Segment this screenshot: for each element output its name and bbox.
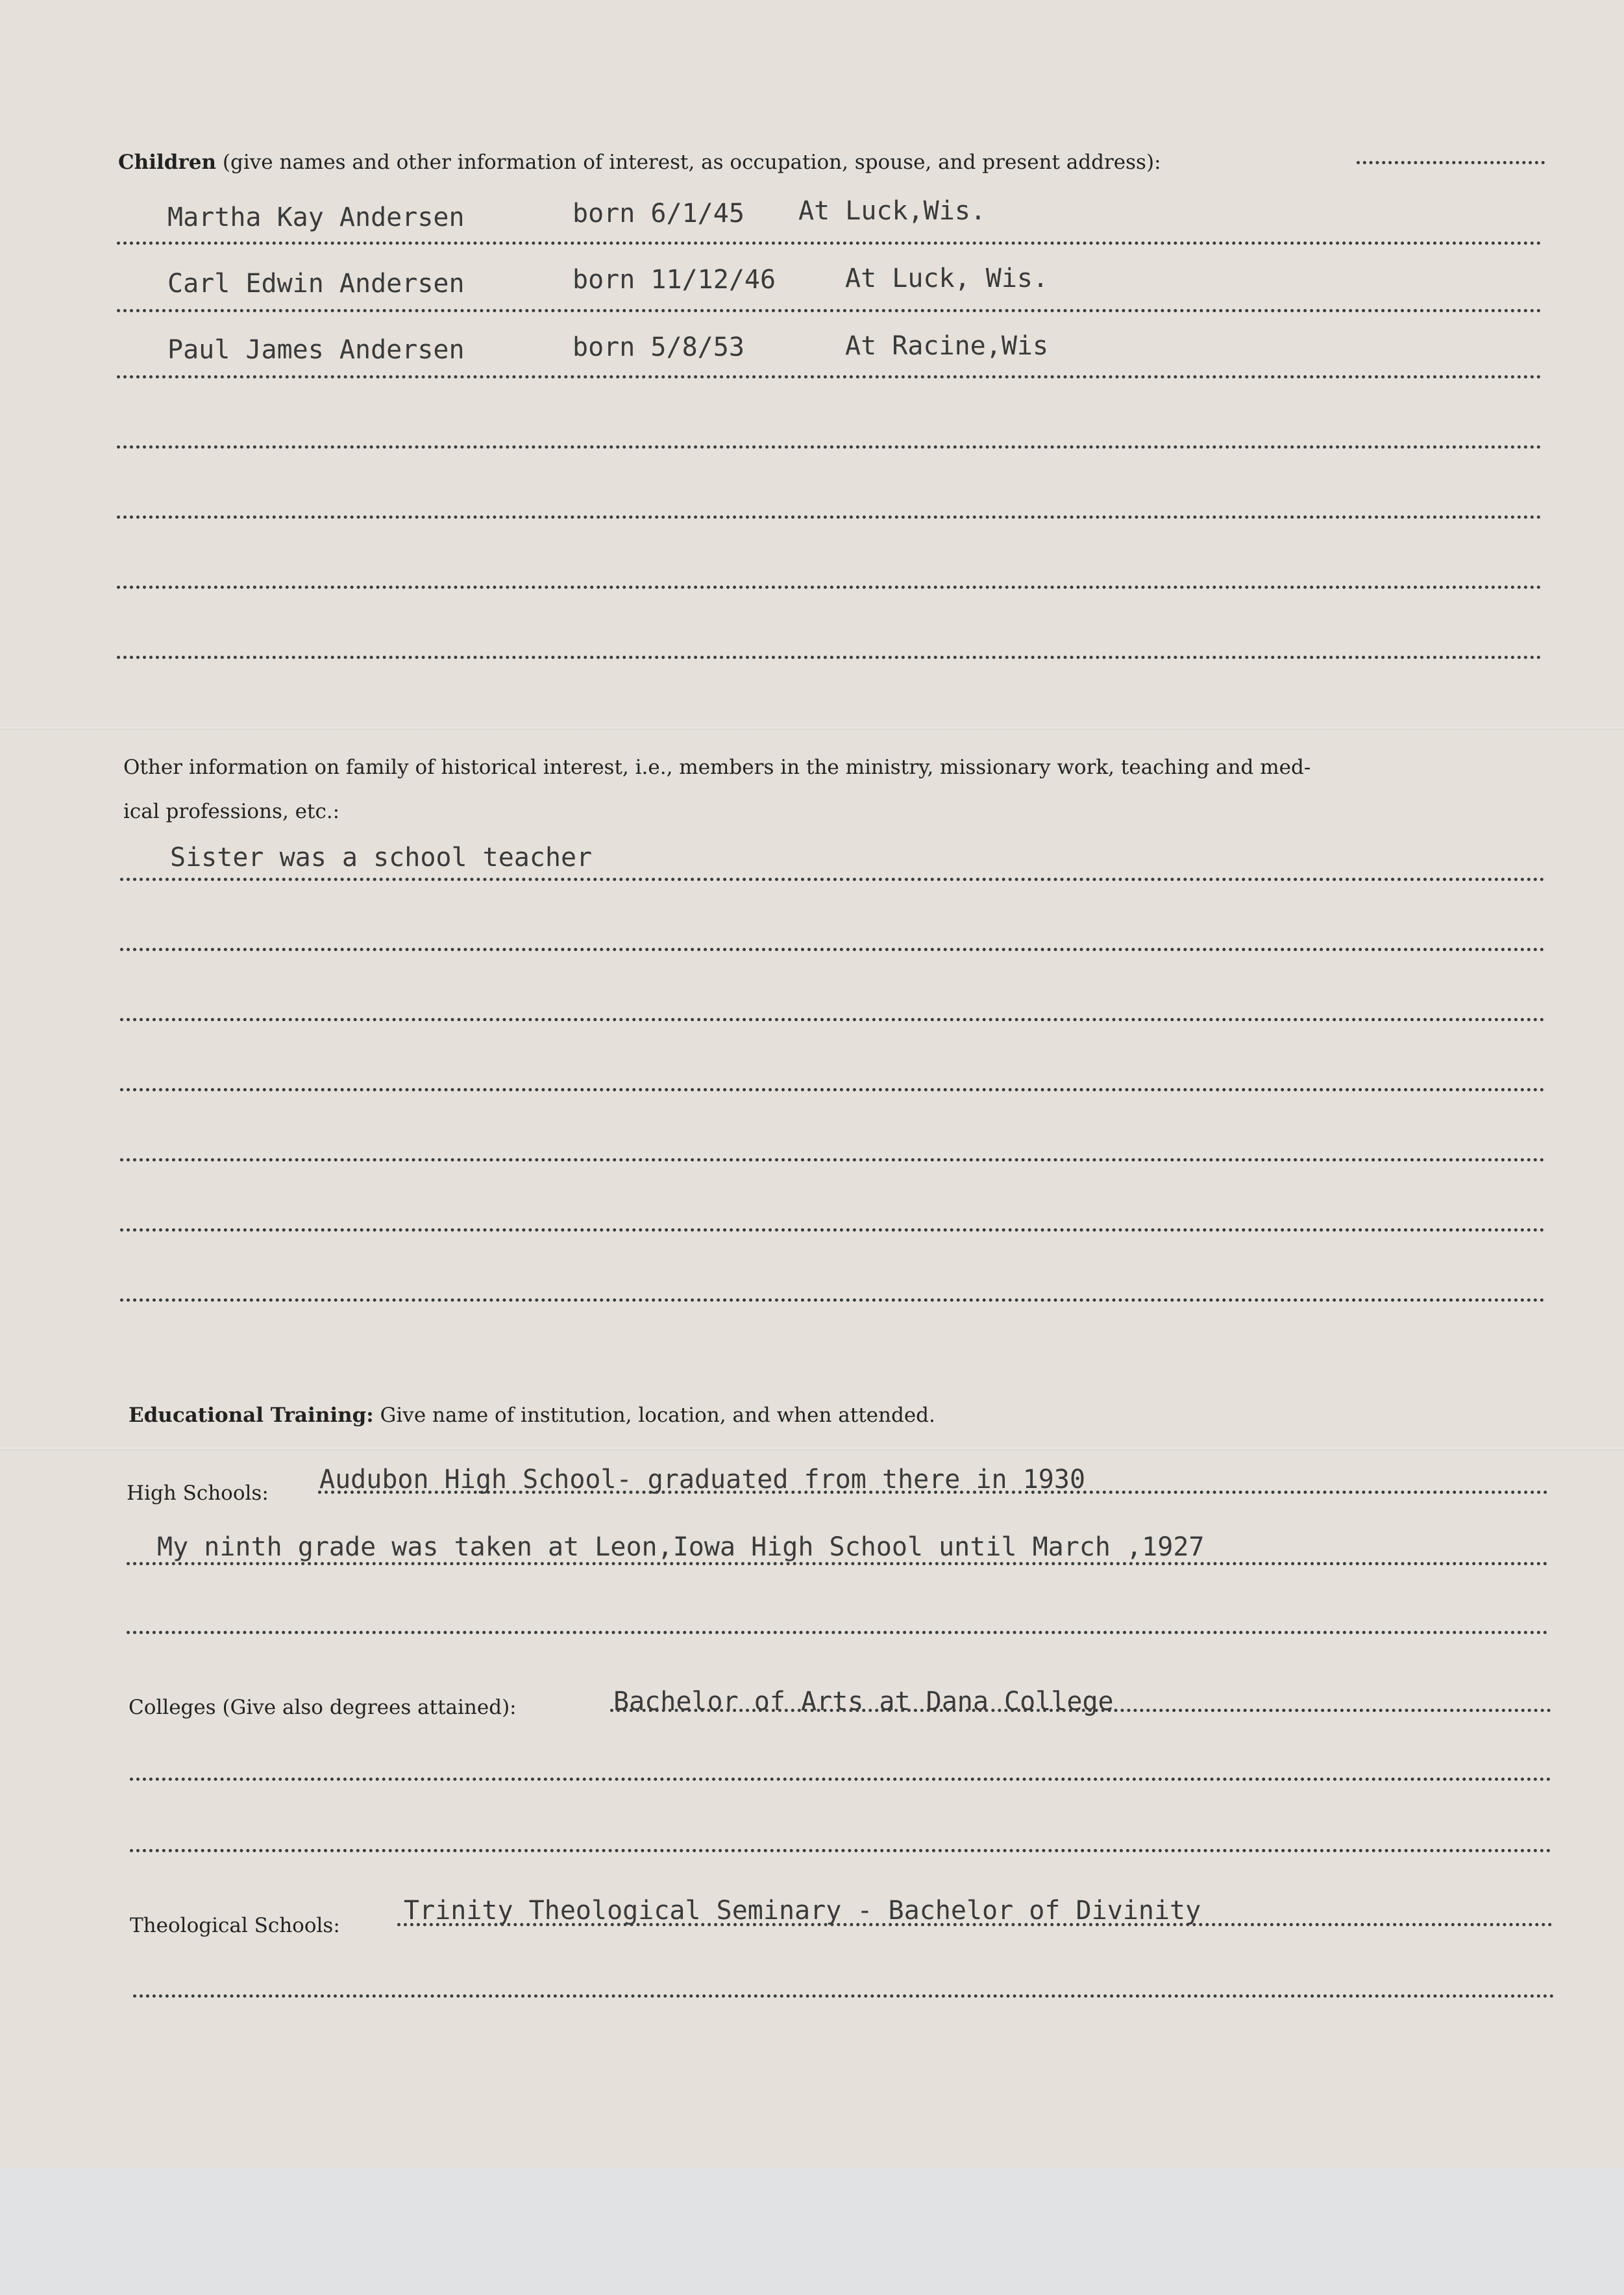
entry-line <box>117 586 1542 589</box>
child-birthdate: born 5/8/53 <box>572 332 744 362</box>
other-info-value: Sister was a school teacher <box>170 843 593 873</box>
education-instruction: Give name of institution, location, and when attended. <box>380 1404 935 1427</box>
entry-line <box>120 948 1545 951</box>
entry-line <box>127 1562 1548 1565</box>
entry-line <box>120 1158 1545 1161</box>
entry-line <box>117 309 1542 312</box>
child-birthplace: At Luck,Wis. <box>798 196 986 226</box>
paper-fold <box>0 1448 1624 1450</box>
colleges-value: Bachelor of Arts at Dana College <box>613 1687 1114 1717</box>
entry-line <box>120 1298 1545 1302</box>
entry-line <box>117 515 1542 519</box>
entry-line <box>397 1923 1553 1926</box>
child-name: Martha Kay Andersen <box>167 203 465 232</box>
entry-line <box>120 1018 1545 1021</box>
child-name: Carl Edwin Andersen <box>167 269 465 299</box>
high-school-value-2: My ninth grade was taken at Leon,Iowa High School until March ,1927 <box>157 1532 1205 1562</box>
child-birthdate: born 11/12/46 <box>572 265 776 295</box>
high-school-value: Audubon High School- graduated from there in 1930 <box>319 1465 1086 1495</box>
children-header-dots <box>1357 161 1545 164</box>
children-instruction: (give names and other information of interest, as occupation, spouse, and present address): <box>222 151 1161 174</box>
entry-line <box>130 1849 1551 1852</box>
entry-line <box>117 242 1542 245</box>
colleges-label: Colleges (Give also degrees attained): <box>129 1696 517 1719</box>
high-schools-label: High Schools: <box>127 1482 269 1505</box>
entry-line <box>120 1228 1545 1232</box>
entry-line <box>117 445 1542 449</box>
theological-label: Theological Schools: <box>130 1914 340 1937</box>
children-heading: Children <box>118 151 217 174</box>
children-label <box>118 151 1161 174</box>
education-heading: Educational Training: <box>129 1404 374 1427</box>
other-info-label-line2: ical professions, etc.: <box>123 800 340 823</box>
other-info-label-line1: Other information on family of historical interest, i.e., members in the ministry, missionary work, teaching and med- <box>123 756 1311 779</box>
entry-line <box>130 1778 1551 1781</box>
entry-line <box>133 1994 1555 1998</box>
child-birthdate: born 6/1/45 <box>572 199 744 229</box>
entry-line <box>117 656 1542 659</box>
entry-line <box>117 375 1542 378</box>
entry-line <box>120 1088 1545 1091</box>
theological-value: Trinity Theological Seminary - Bachelor of Divinity <box>404 1896 1201 1926</box>
entry-line <box>610 1709 1551 1712</box>
education-heading-row <box>129 1404 935 1427</box>
child-birthplace: At Luck, Wis. <box>845 264 1049 293</box>
entry-line <box>127 1631 1548 1634</box>
paper-fold <box>0 727 1624 730</box>
child-name: Paul James Andersen <box>167 335 465 365</box>
entry-line <box>120 878 1545 881</box>
entry-line <box>318 1491 1548 1494</box>
child-birthplace: At Racine,Wis <box>845 331 1049 361</box>
